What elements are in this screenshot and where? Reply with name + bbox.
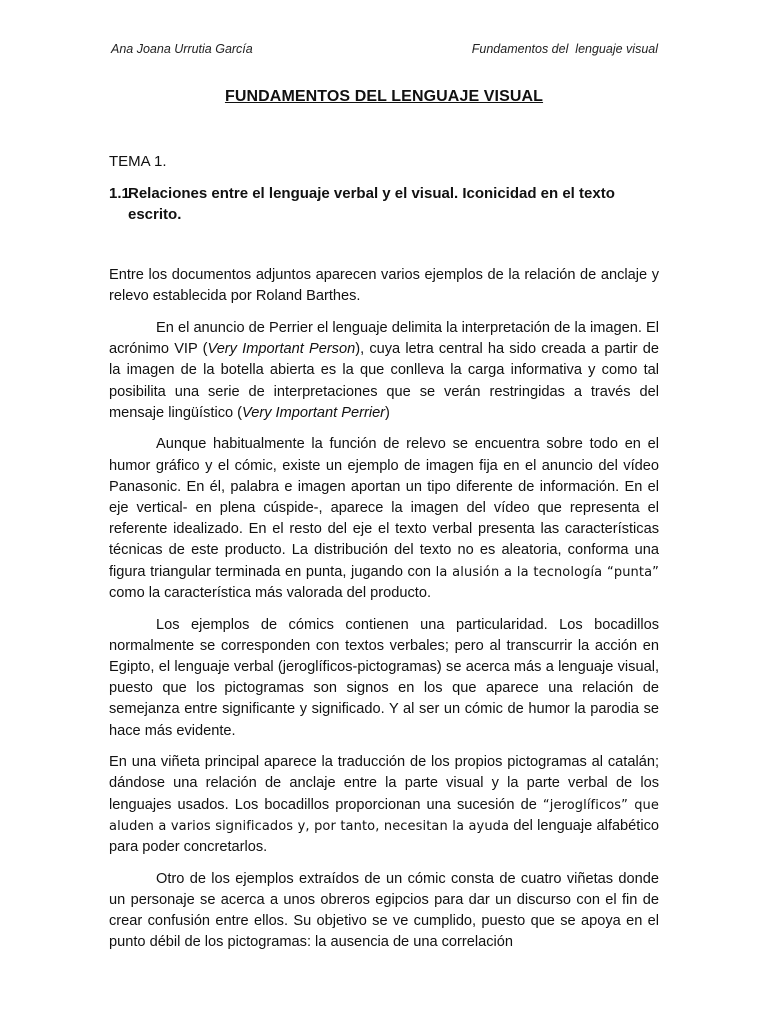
paragraph-3-text-a: Aunque habitualmente la función de relevo se encuentra sobre todo en el humor gráfico y el cómic, existe un ejemplo de imagen fija en el anuncio del vídeo Panasonic. En él, palabra e imagen aportan un tipo diferente de información. En el eje vertical- en plena cúspide-, aparece la imagen del vídeo que representa el referente idealizado. En el resto del eje el texto verbal presenta las características técnicas de este producto. La distribución del texto no es aleatoria, conforma una figura triangular terminada en punta, jugando con <box>109 436 659 580</box>
paragraph-5-text-c: del lenguaje alfabético para poder concretarlos. <box>109 817 660 856</box>
section-title-line1: Relaciones entre el lenguaje verbal y el visual. Iconicidad en el texto <box>128 185 615 202</box>
topic-label: TEMA 1. <box>109 153 167 170</box>
document-title: FUNDAMENTOS DEL LENGUAJE VISUAL <box>224 88 544 105</box>
paragraph-3 <box>109 434 659 604</box>
section-title-line2: escrito. <box>128 206 182 223</box>
paragraph-4: Los ejemplos de cómics contienen una particularidad. Los bocadillos normalmente se corresponden con textos verbales; pero al transcurrir la acción en Egipto, el lenguaje verbal (jeroglíficos-pictogramas) se acerca más a lenguaje visual, puesto que los pictogramas son signos en los que aparece una relación de semejanza entre significante y significado. Y al ser un cómic de humor la parodia se hace más evidente. <box>109 616 659 739</box>
paragraph-2-text-c: ), cuya letra central ha sido creada a partir de la imagen de la botella abierta es la que conlleva la carga informativa y como tal posibilita una serie de interpretaciones que se verán restringidas a través del mensaje lingüístico ( <box>109 341 659 421</box>
paragraph-3-alt-font-run: la alusión a la tecnología “punta” <box>435 564 659 580</box>
paragraph-1: Entre los documentos adjuntos aparecen varios ejemplos de la relación de anclaje y relevo establecida por Roland Barthes. <box>109 267 659 305</box>
header-author: Ana Joana Urrutia García <box>111 42 253 56</box>
body-text <box>109 265 659 964</box>
paragraph-3-text-c: como la característica más valorada del producto. <box>109 584 432 601</box>
paragraph-2 <box>109 318 659 424</box>
paragraph-2-text-a: En el anuncio de Perrier el lenguaje delimita la interpretación de la imagen. El acrónimo VIP ( <box>109 319 659 358</box>
paragraph-2-text-e: ) <box>385 404 390 421</box>
paragraph-2-italic-1: Very Important Person <box>207 341 356 358</box>
paragraph-5-text-a: En una viñeta principal aparece la traducción de los propios pictogramas al catalán; dándose una relación de anclaje entre la parte visual y la parte verbal de los lenguajes usados. Los bocadillos proporcionan una sucesión de <box>109 754 659 813</box>
section-number: 1.1 <box>109 185 130 202</box>
running-header <box>111 42 658 56</box>
paragraph-5-alt-font-run: “jeroglíficos” que aluden a varios significados y, por tanto, necesitan la ayuda <box>109 797 659 834</box>
section-heading <box>109 183 661 225</box>
paragraph-5 <box>109 752 659 858</box>
paragraph-2-italic-2: Very Important Perrier <box>242 404 386 421</box>
paragraph-6: Otro de los ejemplos extraídos de un cómic consta de cuatro viñetas donde un personaje se acerca a unos obreros egipcios para dar un discurso con el fin de crear confusión entre ellos. Su objetivo se ve cumplido, puesto que se apoya en el punto débil de los pictogramas: la ausencia de una correlación <box>109 870 659 951</box>
header-course: Fundamentos del lenguaje visual <box>471 42 658 56</box>
